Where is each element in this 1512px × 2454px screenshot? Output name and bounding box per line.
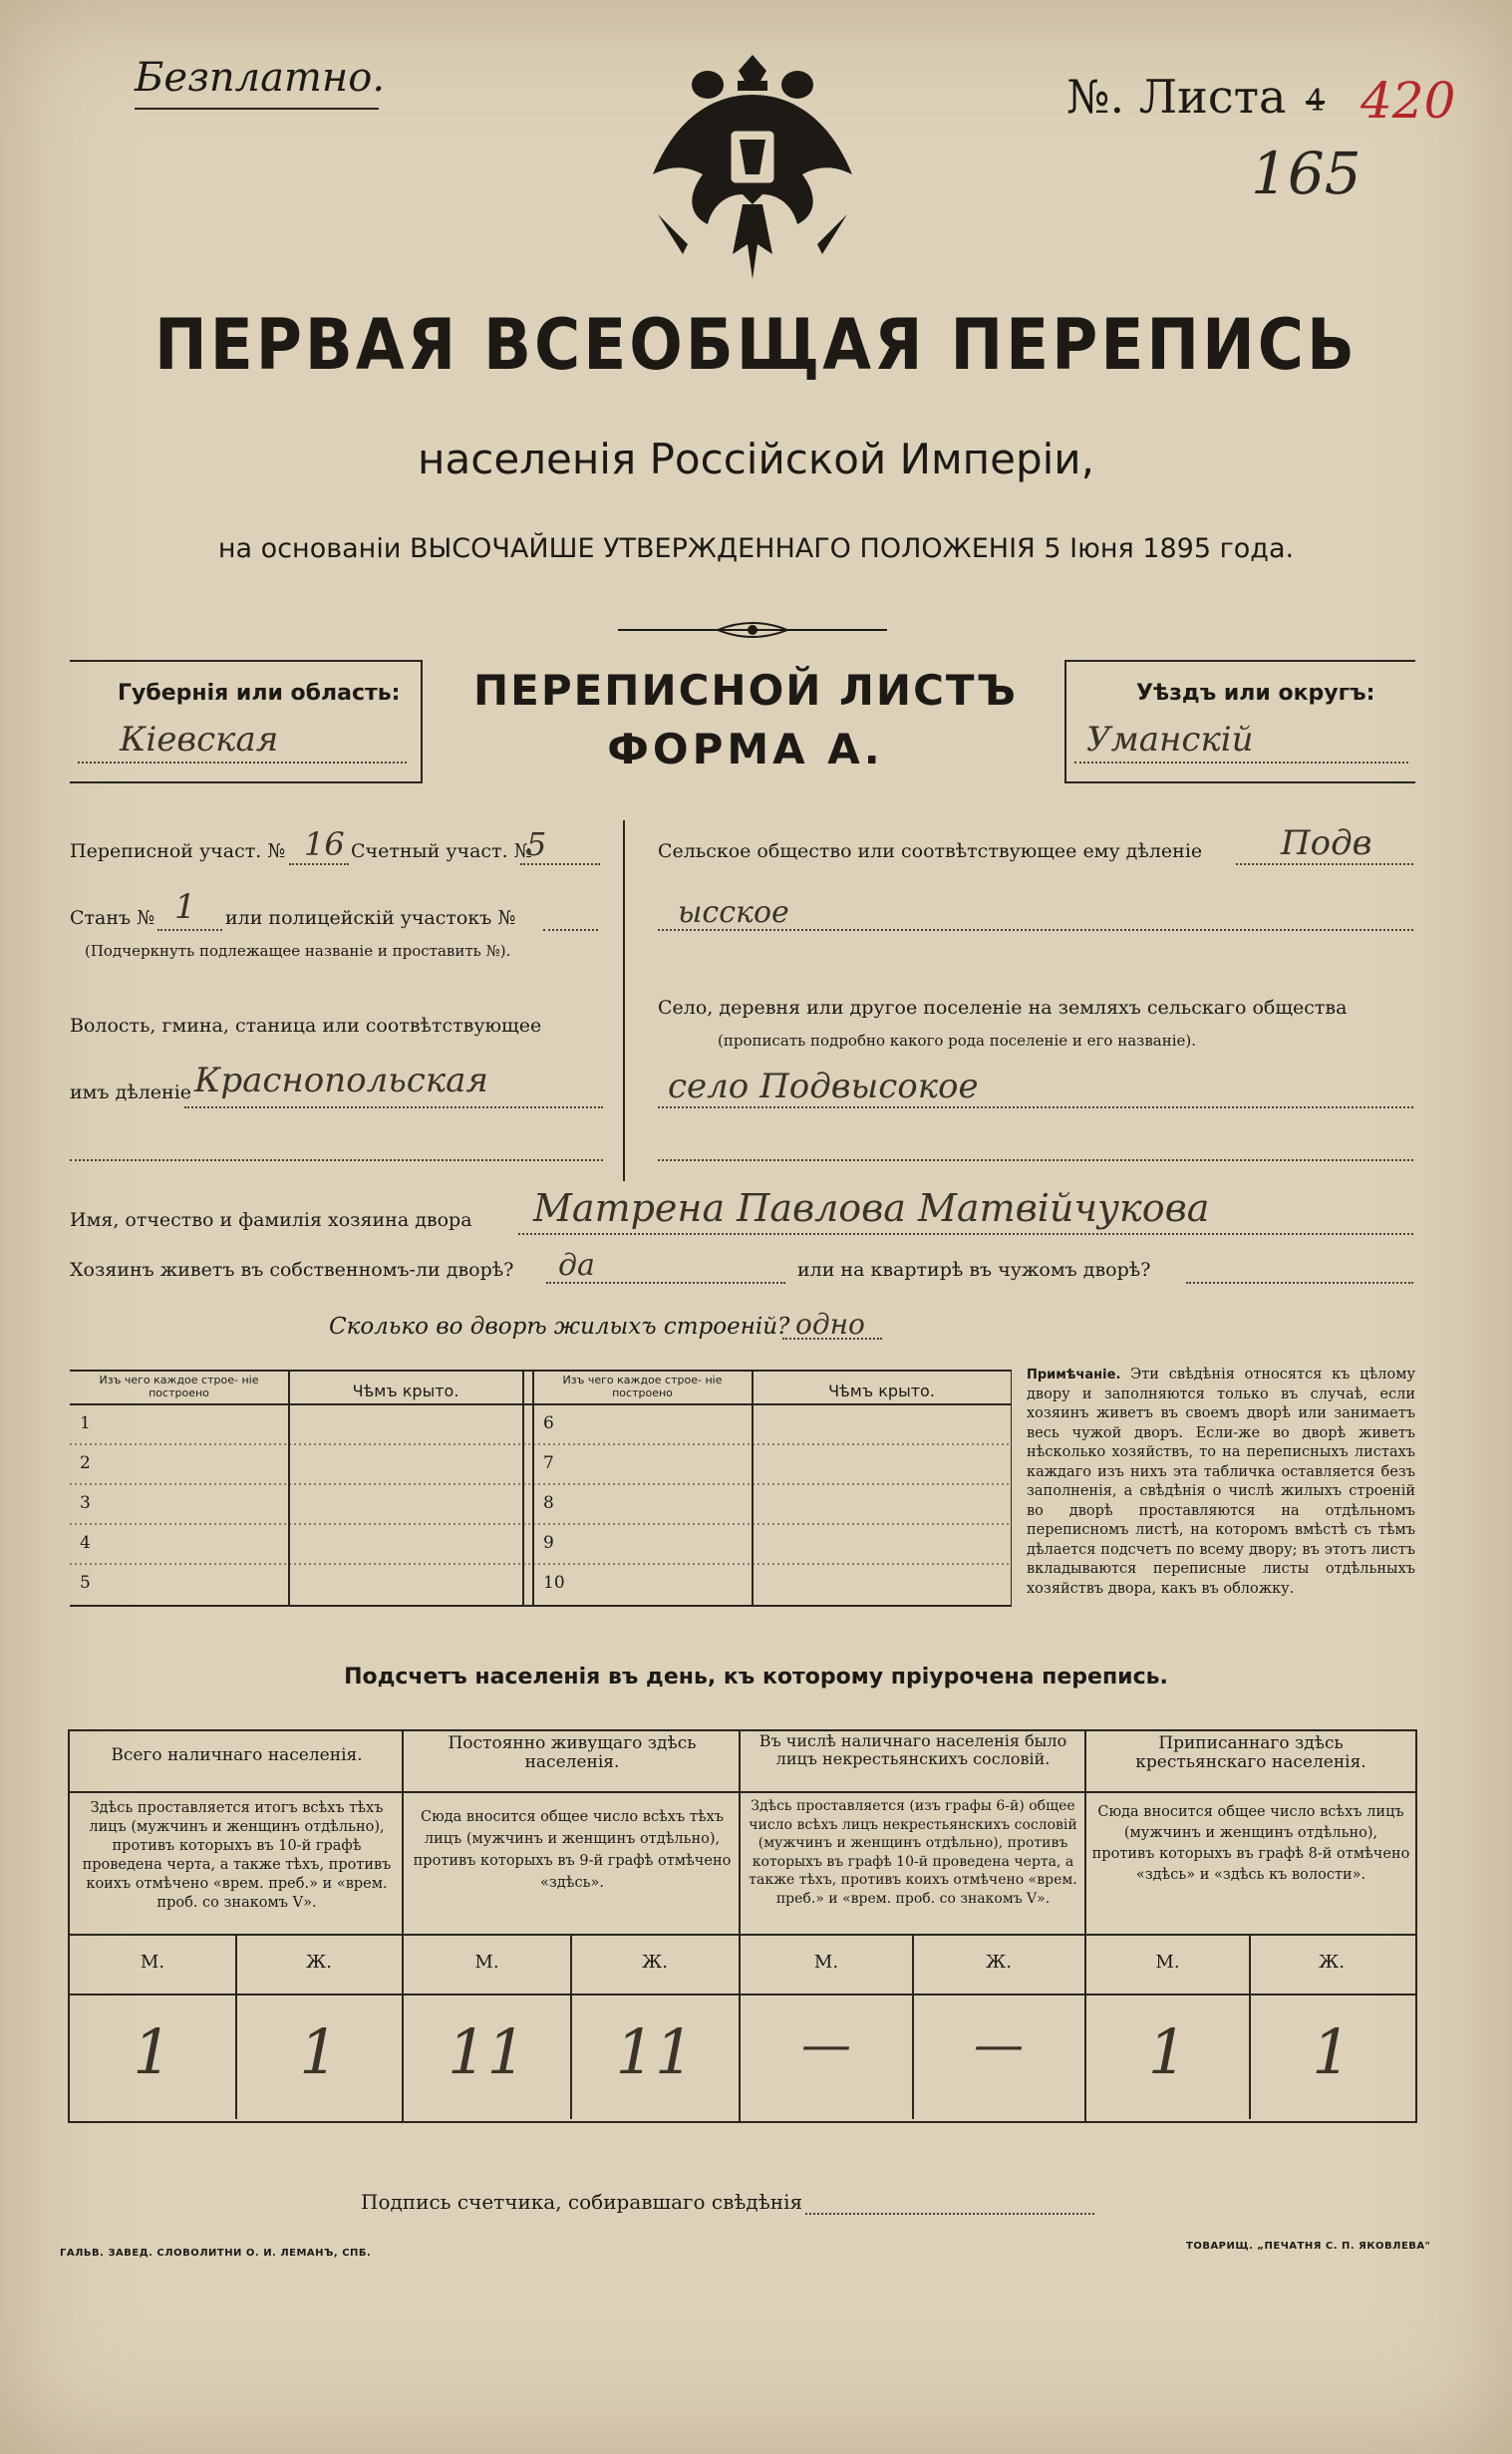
row-3: 3 xyxy=(80,1493,91,1513)
village-label: Село, деревня или другое поселеніе на земляхъ сельскаго общества xyxy=(658,997,1348,1019)
page-subtitle: населенія Россійской Имперіи, xyxy=(418,435,1094,483)
form-title: ПЕРЕПИСНОЙ ЛИСТЪ xyxy=(472,666,1019,715)
volost-label: Волость, гмина, станица или соотвѣтствующее xyxy=(70,1015,542,1037)
form-subtitle: ФОРМА А. xyxy=(607,725,884,773)
pop-col-1-f-label: Ж. xyxy=(306,1952,332,1973)
signature-line xyxy=(805,2213,1094,2215)
row-9: 9 xyxy=(543,1533,554,1553)
pop-col-1-m-label: М. xyxy=(140,1952,165,1973)
pop-col-4-f-label: Ж. xyxy=(1319,1952,1345,1973)
uezd-label: Уѣздъ или округъ: xyxy=(1136,681,1375,706)
village-value: село Подвысокое xyxy=(668,1067,979,1106)
pop-col-4-f-value: 1 xyxy=(1312,2015,1352,2088)
stan-line xyxy=(157,929,222,931)
counting-district-value: 5 xyxy=(526,825,547,863)
row-7: 7 xyxy=(543,1453,554,1473)
pop-col-2-m-label: М. xyxy=(474,1952,499,1973)
pop-hline-mf xyxy=(70,1994,1415,1995)
stan-value: 1 xyxy=(174,887,196,927)
pop-col-1-f-value: 1 xyxy=(299,2015,339,2088)
counting-district-label: Счетный участ. № xyxy=(351,840,532,862)
community-label: Сельское общество или соотвѣтствующее ему дѣленіе xyxy=(658,840,1203,862)
buildings-label: Сколько во дворѣ жилыхъ строеній? xyxy=(329,1314,790,1340)
row-1: 1 xyxy=(80,1413,91,1433)
note-title: Примѣчаніе. xyxy=(1027,1368,1121,1382)
pop-hline-titles xyxy=(70,1791,1415,1793)
pop-col-3-f-label: Ж. xyxy=(986,1952,1012,1973)
owner-name-line xyxy=(518,1233,1413,1235)
pop-col-2-title: Постоянно живущаго здѣсь населенія. xyxy=(448,1733,697,1772)
pop-col-2-m-value: 11 xyxy=(448,2015,526,2088)
row-4: 4 xyxy=(80,1533,91,1553)
col-material-left: Изъ чего каждое строе- ніе построено xyxy=(99,1374,259,1399)
note-block xyxy=(1027,1366,1415,1599)
population-heading: Подсчетъ населенія въ день, къ которому пріурочена перепись. xyxy=(344,1665,1168,1689)
col-roof-right: Чѣмъ крыто. xyxy=(828,1381,935,1400)
row-10: 10 xyxy=(543,1573,565,1593)
free-label: Безплатно. xyxy=(135,55,386,101)
volost-line xyxy=(184,1106,603,1108)
sheet-number-handwritten: 420 xyxy=(1361,72,1456,130)
buildings-line xyxy=(782,1338,882,1340)
col-roof-left: Чѣмъ крыто. xyxy=(352,1381,459,1400)
pop-col-3-m-value: — xyxy=(801,2015,851,2073)
ornament-divider xyxy=(618,618,887,642)
free-label-underline xyxy=(135,108,379,110)
note-text: Эти свѣдѣнія относятся къ цѣлому двору и заполняются только въ случаѣ, если хозяинъ живетъ въ своемъ дворѣ или занимаетъ весь чужой дворъ. Если-же во дворѣ живетъ нѣсколько хозяйствъ, то на переписныхъ листахъ каждаго изъ нихъ эта табличка оставляется безъ заполненія, а свѣдѣнія о числѣ жилыхъ строеній во дворѣ проставляются на отдѣльномъ переписномъ листѣ, на которомъ вмѣстѣ съ тѣмъ дѣлается подсчетъ по всему двору; въ этотъ листъ вкладываются переписные листы отдѣльныхъ хозяйствъ двора, какъ въ обложку. xyxy=(1027,1367,1415,1597)
village-note: (прописать подробно какого рода поселеніе и его названіе). xyxy=(718,1032,1196,1050)
row-8: 8 xyxy=(543,1493,554,1513)
row-6: 6 xyxy=(543,1413,554,1433)
sheet-number-crossed: 4 xyxy=(1306,84,1326,119)
census-district-label: Переписной участ. № xyxy=(70,840,286,862)
community-value-2: ысское xyxy=(678,895,789,930)
row-2: 2 xyxy=(80,1453,91,1473)
rent-label: или на квартирѣ въ чужомъ дворѣ? xyxy=(797,1259,1151,1281)
rent-line xyxy=(1186,1282,1413,1284)
volost-line-2 xyxy=(70,1159,603,1161)
own-yard-label: Хозяинъ живетъ въ собственномъ-ли дворѣ? xyxy=(70,1259,514,1281)
sheet-number-label: №. Листа xyxy=(1066,70,1287,124)
community-line-1 xyxy=(1236,863,1413,865)
imperial-eagle-emblem xyxy=(648,55,857,284)
pop-col-2-f-label: Ж. xyxy=(642,1952,668,1973)
village-line xyxy=(658,1106,1413,1108)
community-line-2 xyxy=(658,929,1413,931)
pop-col-4-desc: Сюда вносится общее число всѣхъ лицъ (мужчинъ и женщинъ отдѣльно), противъ которыхъ въ графѣ 8-й отмѣчено «здѣсь» и «здѣсь къ волости». xyxy=(1091,1804,1410,1883)
pop-col-1-m-value: 1 xyxy=(133,2015,172,2088)
stan-label: Станъ № xyxy=(70,907,155,929)
pop-col-4-m-label: М. xyxy=(1155,1952,1180,1973)
underline-note: (Подчеркнуть подлежащее названіе и проставить №). xyxy=(85,942,511,960)
police-line xyxy=(543,929,598,931)
police-label: или полицейскій участокъ № xyxy=(225,907,516,929)
gubernia-value: Кіевская xyxy=(120,720,279,760)
pop-col-1-desc: Здѣсь проставляется итогъ всѣхъ тѣхъ лицъ (мужчинъ и женщинъ отдѣльно), противъ которыхъ въ 10-й графѣ проведена черта, а также тѣхъ, противъ коихъ отмѣчено «врем. преб.» и «врем. проб. со знакомъ V». xyxy=(82,1800,392,1911)
census-district-line xyxy=(289,863,349,865)
pop-col-4-title: Приписаннаго здѣсь крестьянскаго населенія. xyxy=(1135,1733,1366,1772)
pop-col-2-desc: Сюда вносится общее число всѣхъ тѣхъ лицъ (мужчинъ и женщинъ отдѣльно), противъ которыхъ въ 9-й графѣ отмѣчено «здѣсь». xyxy=(413,1809,732,1891)
community-value-1: Подв xyxy=(1281,823,1372,863)
counting-district-line xyxy=(520,863,600,865)
gubernia-label: Губернія или область: xyxy=(118,681,401,706)
uezd-line xyxy=(1074,762,1408,764)
archive-number: 165 xyxy=(1251,140,1361,207)
buildings-value: одно xyxy=(795,1308,865,1341)
pop-hline-desc xyxy=(70,1934,1415,1936)
printer-right: ТОВАРИЩ. „ПЕЧАТНЯ С. П. ЯКОВЛЕВА" xyxy=(1186,2241,1431,2252)
row-5: 5 xyxy=(80,1573,91,1593)
owner-name-value: Матрена Павлова Матвійчукова xyxy=(533,1186,1210,1230)
col-material-right: Изъ чего каждое строе- ніе построено xyxy=(562,1374,723,1399)
pop-col-1-title: Всего наличнаго населенія. xyxy=(111,1745,363,1765)
uezd-value: Уманскій xyxy=(1086,720,1254,760)
own-yard-line xyxy=(546,1282,785,1284)
pop-col-4-m-value: 1 xyxy=(1147,2015,1188,2088)
printer-left: ГАЛЬВ. ЗАВЕД. СЛОВОЛИТНИ О. И. ЛЕМАНЪ, СПБ. xyxy=(60,2248,372,2259)
pop-col-3-f-value: — xyxy=(974,2015,1024,2073)
census-district-value: 16 xyxy=(304,825,345,863)
pop-col-3-m-label: М. xyxy=(813,1952,839,1973)
pop-col-2-f-value: 11 xyxy=(615,2015,695,2088)
legal-basis: на основаніи ВЫСОЧАЙШЕ УТВЕРЖДЕННАГО ПОЛОЖЕНІЯ 5 Іюня 1895 года. xyxy=(217,533,1295,564)
volost-label-2: имъ дѣленіе xyxy=(70,1081,192,1103)
pop-col-3-desc: Здѣсь проставляется (изъ графы 6-й) общее число всѣхъ лицъ некрестьянскихъ сословій (мужчинъ и женщинъ отдѣльно), противъ которыхъ въ графѣ 10-й проведена черта, а также тѣхъ, противъ коихъ отмѣчено «врем. преб.» и «врем. проб. со знакомъ V». xyxy=(749,1798,1077,1907)
signature-label: Подпись счетчика, собиравшаго свѣдѣнія xyxy=(361,2190,803,2214)
buildings-table xyxy=(70,1369,1012,1608)
village-line-2 xyxy=(658,1159,1413,1161)
volost-value: Краснопольская xyxy=(194,1061,488,1100)
own-yard-value: да xyxy=(558,1248,595,1283)
vertical-divider xyxy=(623,820,625,1181)
owner-name-label: Имя, отчество и фамилія хозяина двора xyxy=(70,1209,472,1231)
pop-col-3-title: Въ числѣ наличнаго населенія было лицъ некрестьянскихъ сословій. xyxy=(758,1731,1067,1768)
gubernia-line xyxy=(78,762,407,764)
page-title: ПЕРВАЯ ВСЕОБЩАЯ ПЕРЕПИСЬ xyxy=(154,304,1358,386)
